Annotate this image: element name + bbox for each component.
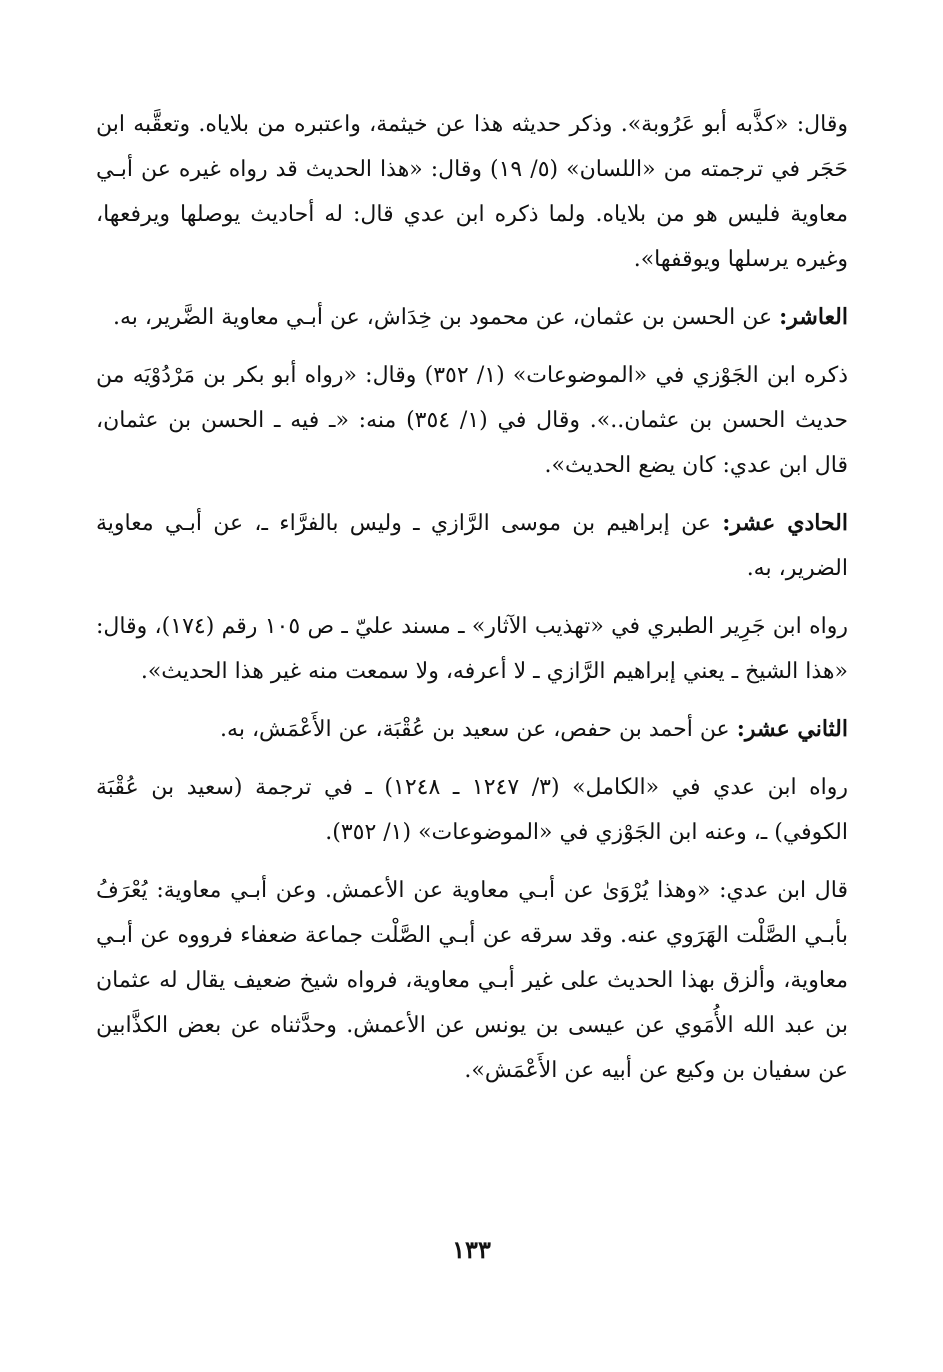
paragraph-4-label: الحادي عشر: — [722, 510, 848, 536]
paragraph-5 — [96, 604, 848, 694]
paragraph-7-text: رواه ابن عدي في «الكامل» (٣/ ١٢٤٧ ـ ١٢٤٨) ـ في ترجمة (سعيد بن عُقْبَة الكوفي) ـ، وعنه ابن الجَوْزي في «الموضوعات» (١/ ٣٥٢). — [96, 775, 849, 845]
paragraph-6-label: الثاني عشر: — [736, 716, 848, 742]
page-number: ١٣٣ — [452, 1235, 491, 1264]
paragraph-8-text: قال ابن عدي: «وهذا يُرْوَىٰ عن أبـي معاوية عن الأعمش. وعن أبـي معاوية: يُعْرَفُ بأبـي الصَّلْت الهَرَوي عنه. وقد سرقه عن أبـي الصَّلْت جماعة ضعفاء فرووه عن أبـي معاوية، وألزق بهذا الحديث على غير أبـي معاوية، فرواه شيخ ضعيف يقال له عثمان بن عبد الله الأُمَوي عن عيسى بن يونس عن الأعمش. وحدَّثناه عن بعض الكذَّابين عن سفيان بن وكيع عن أبيه عن الأَعْمَش». — [96, 878, 849, 1083]
paragraph-2 — [96, 295, 848, 340]
paragraph-1 — [96, 102, 848, 282]
paragraph-6-text: عن أحمد بن حفص، عن سعيد بن عُقْبَة، عن الأَعْمَش، به. — [220, 717, 730, 742]
page-body — [96, 100, 848, 1106]
paragraph-5-text: رواه ابن جَرِير الطبري في «تهذيب الآثار» ـ مسند عليّ ـ ص ١٠٥ رقم (١٧٤)، وقال: «هذا الشيخ ـ يعني إبراهيم الرَّازي ـ لا أعرفه، ولا سمعت منه غير هذا الحديث». — [96, 614, 848, 684]
paragraph-8 — [96, 868, 848, 1093]
paragraph-1-text: وقال: «كذَّبه أبو عَرُوبة». وذكر حديثه هذا عن خيثمة، واعتبره من بلاياه. وتعقَّبه ابن حَجَر في ترجمته من «اللسان» (٥/ ١٩) وقال: «هذا الحديث قد رواه غيره عن أبـي معاوية فليس هو من بلاياه. ولما ذكره ابن عدي قال: له أحاديث يوصلها ويرفعها، وغيره يرسلها ويوقفها». — [96, 112, 849, 272]
paragraph-2-text: عن الحسن بن عثمان، عن محمود بن خِدَاش، عن أبـي معاوية الضَّرير، به. — [113, 305, 773, 330]
paragraph-2-label: العاشر: — [779, 304, 848, 330]
paragraph-6 — [96, 707, 848, 752]
paragraph-7 — [96, 765, 848, 855]
paragraph-4 — [96, 501, 848, 591]
paragraph-4-text: عن إبراهيم بن موسى الرَّازي ـ وليس بالفرَّاء ـ، عن أبـي معاوية الضرير، به. — [96, 511, 848, 581]
paragraph-3 — [96, 353, 848, 488]
paragraph-3-text: ذكره ابن الجَوْزي في «الموضوعات» (١/ ٣٥٢) وقال: «رواه أبو بكر بن مَرْدُوْيَه من حديث الحسن بن عثمان..». وقال في (١/ ٣٥٤) منه: «ـ فيه ـ الحسن بن عثمان، قال ابن عدي: كان يضع الحديث». — [96, 363, 849, 478]
